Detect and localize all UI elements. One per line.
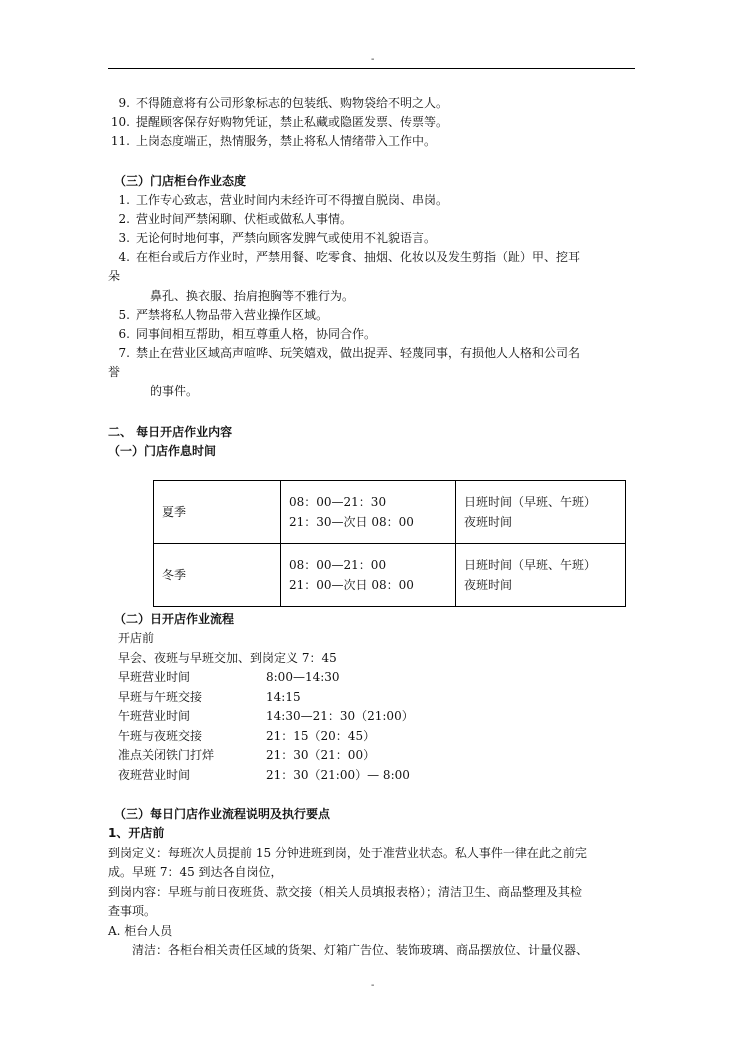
time-cell: 08：00—21：00 21：00—次日 08：00 [281,544,456,607]
list-item: 3. 无论何时地何事，严禁向顾客发脾气或使用不礼貌语言。 [118,231,437,245]
list-item: 10. 提醒顾客保存好购物凭证，禁止私藏或隐匿发票、传票等。 [110,115,449,129]
point-subheading: A. 柜台人员 [108,924,173,938]
list-item: 4. 在柜台或后方作业时，严禁用餐、吃零食、抽烟、化妆以及发生剪指（趾）甲、挖耳 [118,250,581,264]
list-item: 1. 工作专心致志，营业时间内未经许可不得擅自脱岗、串岗。 [118,193,449,207]
list-item: 11. 上岗态度端正，热情服务，禁止将私人情绪带入工作中。 [110,134,437,148]
schedule-intro: 开店前 [118,631,155,645]
subsection-heading: （一）门店作息时间 [108,444,217,458]
schedule-item: 夜班营业时间 21：30（21:00）— 8:00 [118,768,410,782]
list-item-wrap: 誉 [108,365,121,379]
schedule-item: 早班与午班交接 14:15 [118,690,301,704]
list-item: 5. 严禁将私人物品带入营业操作区域。 [118,308,329,322]
shift-cell: 日班时间（早班、午班） 夜班时间 [456,481,626,544]
list-item: 9. 不得随意将有公司形象标志的包装纸、购物袋给不明之人。 [118,96,449,110]
schedule-item: 午班与夜班交接 21：15（20：45） [118,729,376,743]
point-heading: 1、开店前 [108,826,165,840]
footer-mark: - [371,980,375,991]
subsection-heading: （二）日开店作业流程 [114,612,235,626]
list-item: 2. 营业时间严禁闲聊、伏柜或做私人事情。 [118,212,353,226]
schedule-item: 早会、夜班与早班交加、到岗定义 7：45 [118,651,337,665]
paragraph-line: 到岗内容：早班与前日夜班货、款交接（相关人员填报表格）；清洁卫生、商品整理及其检 [108,885,583,899]
season-cell: 夏季 [154,481,281,544]
list-item-wrap: 朵 [108,269,121,283]
list-item-continuation: 的事件。 [150,384,199,398]
list-item: 7. 禁止在营业区域高声喧哗、玩笑嬉戏，做出捉弄、轻蔑同事，有损他人人格和公司名 [118,346,581,360]
shift-cell: 日班时间（早班、午班） 夜班时间 [456,544,626,607]
table-row [154,481,626,544]
paragraph-line: 到岗定义：每班次人员提前 15 分钟进班到岗，处于准营业状态。私人事件一律在此之前完 [108,846,587,860]
list-item: 6. 同事间相互帮助，相互尊重人格，协同合作。 [118,327,377,341]
schedule-item: 准点关闭铁门打烊 21：30（21：00） [118,748,376,762]
time-cell: 08：00—21：30 21：30—次日 08：00 [281,481,456,544]
table-row [154,544,626,607]
header-rule [108,68,635,69]
schedule-item: 午班营业时间 14:30—21：30（21:00） [118,709,414,723]
hours-table [153,480,626,607]
paragraph-line: 查事项。 [108,904,157,918]
paragraph-line: 清洁：各柜台相关责任区域的货架、灯箱广告位、装饰玻璃、商品摆放位、计量仪器、 [132,943,589,957]
season-cell: 冬季 [154,544,281,607]
paragraph-line: 成。早班 7：45 到达各自岗位， [108,865,283,879]
section-heading: （三）门店柜台作业态度 [114,174,247,188]
list-item-continuation: 鼻孔、换衣服、抬肩抱胸等不雅行为。 [150,289,355,303]
part-heading: 二、 每日开店作业内容 [108,425,233,439]
subsection-heading: （三）每日门店作业流程说明及执行要点 [114,807,331,821]
schedule-item: 早班营业时间 8:00—14:30 [118,670,340,684]
header-mark: - [371,54,375,65]
